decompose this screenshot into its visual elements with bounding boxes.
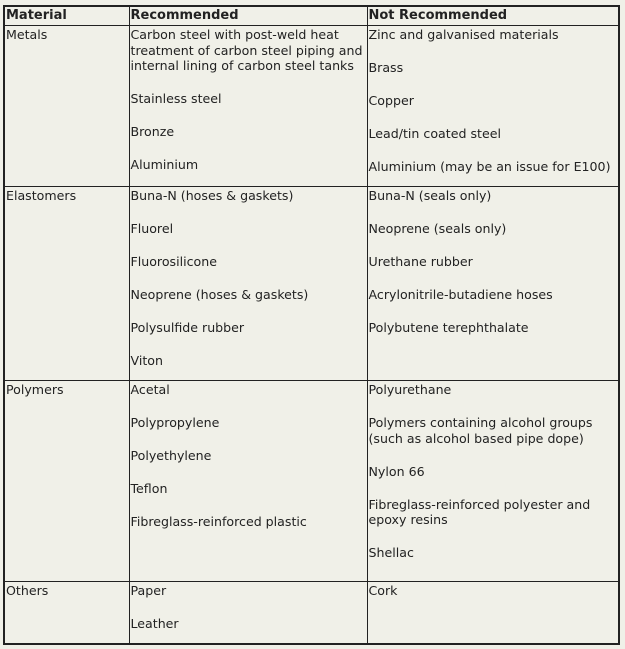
not-recommended-cell	[367, 381, 618, 582]
list-item: Neoprene (hoses & gaskets)	[130, 287, 309, 302]
list-item: Acetal	[130, 382, 170, 397]
list-item: Teflon	[130, 481, 168, 496]
list-item: Aluminium	[130, 157, 199, 172]
header-not-recommended: Not Recommended	[367, 7, 618, 26]
list-item: Bronze	[130, 124, 175, 139]
list-item: Brass	[368, 60, 404, 75]
list-item: Acrylonitrile-butadiene hoses	[368, 287, 553, 302]
not-recommended-cell	[367, 187, 618, 381]
material-compatibility-table	[5, 7, 618, 644]
header-material: Material	[5, 7, 129, 26]
list-item: Viton	[130, 353, 163, 368]
list-item: Nylon 66	[368, 463, 425, 479]
list-item: Polybutene terephthalate	[368, 320, 529, 335]
list-item: Lead/tin coated steel	[368, 126, 501, 141]
list-item: Polyurethane	[368, 382, 452, 397]
list-item: Fluorel	[130, 221, 174, 236]
material-cell: Polymers	[5, 381, 129, 582]
list-item: Stainless steel	[130, 91, 222, 106]
material-cell: Elastomers	[5, 187, 129, 381]
list-item: Copper	[368, 93, 414, 108]
list-item: Neoprene (seals only)	[368, 221, 507, 236]
table-row	[5, 26, 618, 187]
table-row	[5, 187, 618, 381]
material-cell: Others	[5, 582, 129, 644]
material-cell: Metals	[5, 26, 129, 187]
list-item: Polymers containing alcohol groups (such as alcohol based pipe dope)	[368, 415, 593, 446]
list-item: Fluorosilicone	[130, 254, 217, 269]
list-item: Buna-N (seals only)	[368, 188, 492, 203]
recommended-cell	[129, 381, 367, 582]
list-item: Zinc and galvanised materials	[368, 27, 559, 42]
material-compatibility-table-frame	[3, 5, 620, 645]
list-item: Paper	[130, 583, 167, 598]
list-item: Polypropylene	[130, 415, 220, 430]
list-item: Polysulfide rubber	[130, 320, 245, 335]
list-item: Polyethylene	[130, 448, 212, 463]
list-item: Fibreglass-reinforced polyester and epoxy resins	[368, 496, 591, 527]
not-recommended-cell	[367, 582, 618, 644]
list-item: Leather	[130, 616, 179, 631]
recommended-cell	[129, 582, 367, 644]
table-row	[5, 381, 618, 582]
list-item: Urethane rubber	[368, 254, 473, 269]
list-item: Aluminium (may be an issue for E100)	[368, 159, 611, 174]
list-item: Fibreglass-reinforced plastic	[130, 514, 307, 529]
list-item: Carbon steel with post-weld heat treatment of carbon steel piping and internal lining of carbon steel tanks	[130, 27, 363, 73]
table-header-row	[5, 7, 618, 26]
table-row	[5, 582, 618, 644]
list-item: Shellac	[368, 545, 414, 560]
recommended-cell	[129, 26, 367, 187]
recommended-cell	[129, 187, 367, 381]
list-item: Buna-N (hoses & gaskets)	[130, 188, 294, 203]
not-recommended-cell	[367, 26, 618, 187]
header-recommended: Recommended	[129, 7, 367, 26]
list-item: Cork	[368, 583, 398, 598]
